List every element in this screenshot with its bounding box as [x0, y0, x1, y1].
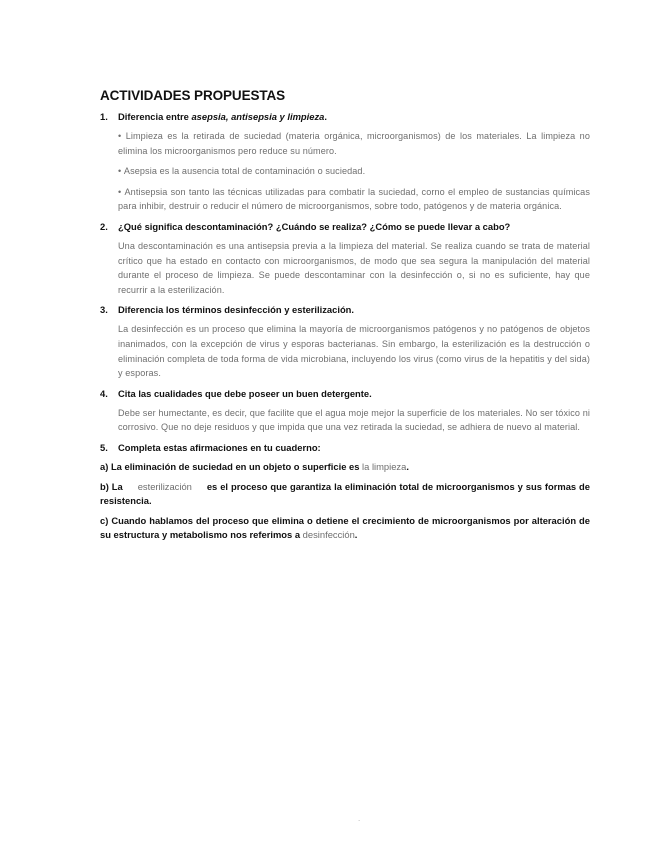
statement-end: .: [354, 529, 358, 541]
question-3: [100, 303, 590, 316]
statement-end: es el proceso que garantiza la eliminación total de microorganismos y sus formas de resistencia.: [100, 480, 591, 507]
document-page: [100, 88, 590, 548]
answer-bullet: • Limpieza es la retirada de suciedad (materia orgánica, microorganismos) de los materiales. La limpieza no elimina los microorganismos pero reduce su número.: [118, 129, 590, 158]
question-1: [100, 110, 590, 123]
footer-mark: .: [358, 814, 361, 823]
term-separator: ,: [225, 111, 232, 122]
question-text: Cita las cualidades que debe poseer un buen detergente.: [118, 387, 372, 399]
question-number: 1.: [100, 111, 108, 122]
term-asepsia: asepsia: [191, 111, 226, 122]
page-title: ACTIVIDADES PROPUESTAS: [100, 88, 286, 103]
question-text: Diferencia los términos desinfección y esterilización.: [118, 304, 355, 316]
statement-text: c) Cuando hablamos del proceso que elimina o detiene el crecimiento de microorganismos por alteración de su estructura y metabolismo nos referimos a: [100, 514, 590, 541]
term-antisepsia: antisepsia: [231, 111, 277, 122]
question-prefix: Diferencia entre: [118, 111, 192, 122]
question-number: 5.: [100, 441, 108, 453]
question-end: .: [324, 111, 327, 122]
statement-text: a) La eliminación de suciedad en un objeto o superficie es: [100, 460, 363, 472]
question-number: 2.: [100, 220, 108, 232]
fill-statement-c: [100, 514, 590, 543]
question-number: 3.: [100, 304, 108, 316]
question-2: [100, 220, 590, 233]
question-text: [118, 110, 327, 123]
blank-answer: desinfección: [302, 529, 355, 541]
question-5: [100, 441, 590, 454]
statement-end: .: [406, 460, 409, 472]
question-text: ¿Qué significa descontaminación? ¿Cuándo se realiza? ¿Cómo se puede llevar a cabo?: [118, 220, 511, 232]
blank-answer: esterilización: [137, 480, 192, 492]
statement-text: b) La: [100, 480, 126, 492]
answer-bullet: • Antisepsia son tanto las técnicas utilizadas para combatir la suciedad, corno el empleo de sustancias químicas para inhibir, destruir o reducir el número de microorganismos, sobre todo, patógenos y de materia orgánica.: [118, 185, 590, 214]
question-text: Completa estas afirmaciones en tu cuaderno:: [118, 441, 321, 453]
question-number: 4.: [100, 387, 108, 399]
blank-answer: la limpieza: [362, 460, 407, 472]
fill-statement-a: [100, 460, 590, 475]
question-4: [100, 387, 590, 400]
term-limpieza: limpieza: [287, 111, 325, 122]
answer-bullet: • Asepsia es la ausencia total de contaminación o suciedad.: [118, 164, 590, 179]
answer-text: La desinfección es un proceso que elimina la mayoría de microorganismos patógenos y no patógenos de objetos inanimados, con la excepción de virus y esporas bacterianas. Sin embargo, la esterilización es la destrucción o eliminación completa de toda forma de vida microbiana, incluyendo los virus (como virus de la hepatitis y del sida) y esporas.: [118, 324, 590, 379]
answer-text: Debe ser humectante, es decir, que facilite que el agua moje mejor la superficie de los materiales. No ser tóxico ni corrosivo. Que no deje residuos y que impida que una vez retirada la suciedad, se adhiera de nuevo al material.: [118, 407, 590, 433]
answer-text: Una descontaminación es una antisepsia previa a la limpieza del material. Se realiza cuando se trata de material crítico que ha estado en contacto con microorganismos, de modo que sea segura la manipulación del material durante el proceso de limpieza. Se puede descontaminar con la desinfección o, si no es suficiente, hay que recurrir a la esterilización.: [118, 240, 590, 295]
fill-statement-b: [100, 480, 590, 509]
term-conjunction: y: [276, 111, 288, 122]
